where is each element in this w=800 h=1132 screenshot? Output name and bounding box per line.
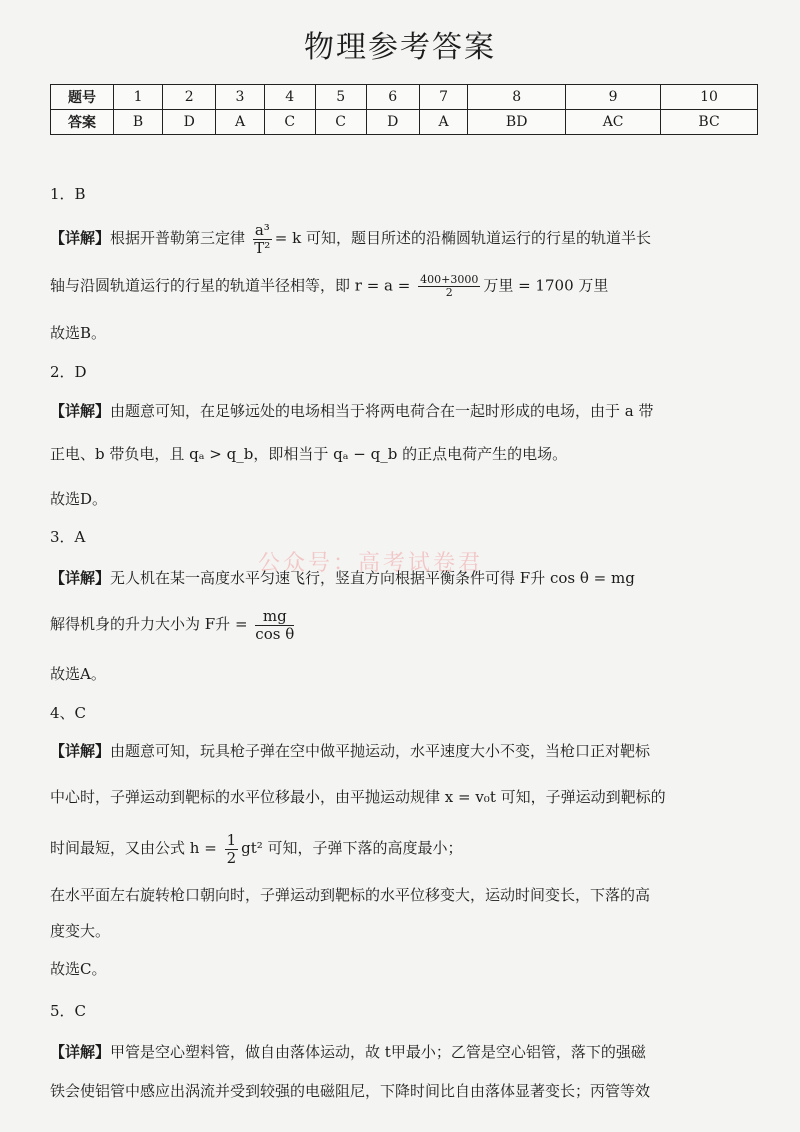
q2-text-a: 由题意可知，在足够远处的电场相当于将两电荷合在一起时形成的电场，由于 a 带 [110,402,654,420]
q1-text-d: 万里 = 1700 万里 [483,276,609,295]
fraction-denominator: 2 [226,848,237,867]
table-cell: BD [468,110,566,135]
half-fraction [225,832,239,866]
q5-heading: 5．C [50,1002,87,1020]
table-cell: 8 [468,85,566,110]
q2-heading: 2．D [50,363,87,381]
table-cell: 9 [566,85,661,110]
q1-text-b: = k 可知，题目所述的沿椭圆轨道运行的行星的轨道半长 [274,229,651,247]
table-cell: 5 [315,85,366,110]
q1-text-c: 轴与沿圆轨道运行的行星的轨道半径相等，即 r = a = [50,276,411,295]
radius-fraction [418,274,480,299]
q4-conclusion: 故选C。 [50,960,107,978]
answer-table [50,84,758,135]
table-cell: B [114,110,163,135]
q3-line-2 [50,608,297,642]
lift-fraction [255,608,294,642]
q1-heading: 1．B [50,185,86,203]
watermark-text: 公众号：高考试卷君 [258,551,484,576]
q3-heading: 3．A [50,528,86,546]
fraction-numerator: 1 [226,831,237,849]
fraction-denominator: cos θ [255,624,295,643]
q4-line-3 [50,832,463,866]
q3-conclusion: 故选A。 [50,665,106,683]
q5-text-a: 甲管是空心塑料管，做自由落体运动，故 t甲最小；乙管是空心铝管，落下的强磁 [110,1043,646,1061]
q3-text-b: 解得机身的升力大小为 F升 = [50,615,248,633]
fraction-denominator: 2 [445,286,453,300]
q4-text-b: 时间最短，又由公式 h = [50,839,217,857]
table-cell: 1 [114,85,163,110]
q4-line-5: 度变大。 [50,922,111,940]
table-cell: 3 [216,85,264,110]
q1-text-a: 根据开普勒第三定律 [110,229,246,247]
q2-line-2: 正电、b 带负电，且 qₐ > q_b，即相当于 qₐ − q_b 的正点电荷产生的电场。 [50,445,568,463]
detail-tag: 【详解】 [50,742,111,760]
fraction-numerator: 400+3000 [420,273,479,286]
q2-line-1 [50,400,654,421]
table-cell: A [419,110,467,135]
q3-line-1 [50,567,635,588]
q4-line-2: 中心时，子弹运动到靶标的水平位移最小，由平抛运动规律 x = v₀t 可知，子弹运动到靶标的 [50,788,666,806]
table-cell: BC [661,110,758,135]
table-cell: AC [566,110,661,135]
detail-tag: 【详解】 [50,229,111,247]
detail-tag: 【详解】 [50,569,111,587]
detail-tag: 【详解】 [50,1043,111,1061]
fraction-numerator: mg [255,608,294,626]
table-cell: C [315,110,366,135]
kepler-fraction [253,222,272,256]
page-title: 物理参考答案 [304,30,496,65]
q4-text-c: gt² 可知，子弹下落的高度最小； [241,839,463,857]
q4-heading: 4、C [50,704,87,722]
table-row-answers [51,110,758,135]
q5-line-1 [50,1041,646,1062]
fraction-denominator: T² [254,238,271,257]
table-cell: A [216,110,264,135]
table-cell: D [163,110,216,135]
table-cell: 10 [661,85,758,110]
q1-line-2 [50,274,608,299]
q4-line-1 [50,740,650,761]
table-cell: 2 [163,85,216,110]
q5-line-2: 铁会使铝管中感应出涡流并受到较强的电磁阻尼，下降时间比自由落体显著变长；丙管等效 [50,1082,651,1100]
table-cell: D [366,110,419,135]
q2-conclusion: 故选D。 [50,490,108,508]
table-cell: 7 [419,85,467,110]
fraction-numerator: a³ [254,221,270,239]
q4-line-4: 在水平面左右旋转枪口朝向时，子弹运动到靶标的水平位移变大，运动时间变长，下落的高 [50,886,651,904]
table-cell: 6 [366,85,419,110]
table-cell: C [264,110,315,135]
q1-line-1 [50,222,651,256]
detail-tag: 【详解】 [50,402,111,420]
q3-text-a: 无人机在某一高度水平匀速飞行，竖直方向根据平衡条件可得 F升 cos θ = mg [110,569,635,587]
q1-conclusion: 故选B。 [50,324,107,342]
table-cell: 4 [264,85,315,110]
q4-text-a: 由题意可知，玩具枪子弹在空中做平抛运动，水平速度大小不变，当枪口正对靶标 [110,742,651,760]
answer-label: 答案 [51,110,114,135]
table-row-numbers [51,85,758,110]
header-label: 题号 [51,85,114,110]
